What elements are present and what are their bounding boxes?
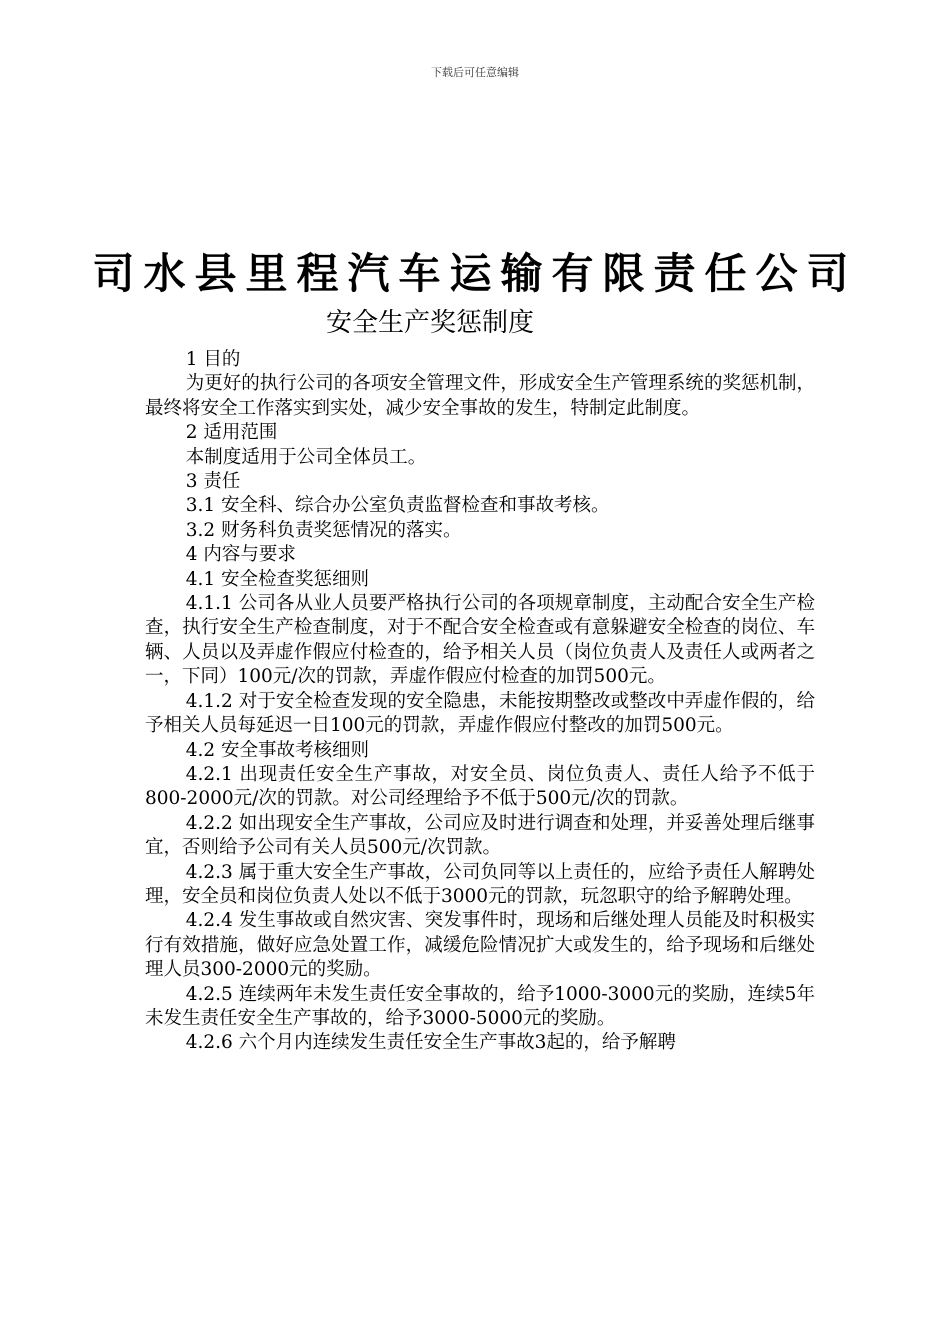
- clause-3-1: 3.1 安全科、综合办公室负责监督检查和事故考核。: [185, 495, 610, 517]
- clause-4-2-3: 4.2.3 属于重大安全生产事故，公司负同等以上责任的，应给予责任人解聘处理，安全员和岗位负责人处以不低于3000元的罚款，玩忽职守的给予解聘处理。: [145, 861, 815, 907]
- clause-3-2: 3.2 财务科负责奖惩情况的落实。: [185, 519, 462, 541]
- paragraph-purpose: 为更好的执行公司的各项安全管理文件，形成安全生产管理系统的奖惩机制，最终将安全工作落实到实处，减少安全事故的发生，特制定此制度。: [145, 373, 815, 419]
- clause-4-2: 4.2 安全事故考核细则: [185, 739, 369, 761]
- section-heading-scope: 2 适用范围: [185, 422, 278, 444]
- clause-4-1: 4.1 安全检查奖惩细则: [185, 568, 369, 590]
- clause-4-2-6: 4.2.6 六个月内连续发生责任安全生产事故3起的，给予解聘: [185, 1032, 676, 1054]
- clause-4-2-2: 4.2.2 如出现安全生产事故，公司应及时进行调查和处理，并妥善处理后继事宜，否则给予公司有关人员500元/次罚款。: [145, 812, 815, 859]
- clause-4-2-5: 4.2.5 连续两年未发生责任安全事故的，给予1000-3000元的奖励，连续5年未发生责任安全生产事故的，给予3000-5000元的奖励。: [145, 983, 815, 1029]
- section-heading-purpose: 1 目的: [185, 349, 241, 370]
- company-name: 司水县里程汽车运输有限责任公司: [92, 249, 858, 298]
- document-title: 安全生产奖惩制度: [325, 308, 534, 338]
- document-body: [145, 348, 815, 1056]
- section-heading-responsibility: 3 责任: [185, 471, 241, 493]
- clause-4-2-4: 4.2.4 发生事故或自然灾害、突发事件时，现场和后继处理人员能及时积极实行有效措施，做好应急处置工作，减缓危险情况扩大或发生的，给予现场和后继处理人员300-2000元的奖励。: [145, 910, 815, 981]
- section-heading-content: 4 内容与要求: [185, 544, 296, 566]
- clause-4-1-2: 4.1.2 对于安全检查发现的安全隐患，未能按期整改或整改中弄虚作假的，给予相关人员每延迟一日100元的罚款，弄虚作假应付整改的加罚500元。: [145, 690, 815, 737]
- clause-4-2-1: 4.2.1 出现责任安全生产事故，对安全员、岗位负责人、责任人给予不低于800-2000元/次的罚款。对公司经理给予不低于500元/次的罚款。: [145, 763, 815, 810]
- header-note: 下载后可任意编辑: [431, 66, 519, 79]
- paragraph-scope: 本制度适用于公司全体员工。: [185, 446, 427, 468]
- clause-4-1-1: 4.1.1 公司各从业人员要严格执行公司的各项规章制度，主动配合安全生产检查，执行安全生产检查制度，对于不配合安全检查或有意躲避安全检查的岗位、车辆、人员以及弄虚作假应付检查的，给予相关人员（岗位负责人及责任人或两者之一，下同）100元/次的罚款，弄虚作假应付检查的加罚500元。: [145, 593, 815, 688]
